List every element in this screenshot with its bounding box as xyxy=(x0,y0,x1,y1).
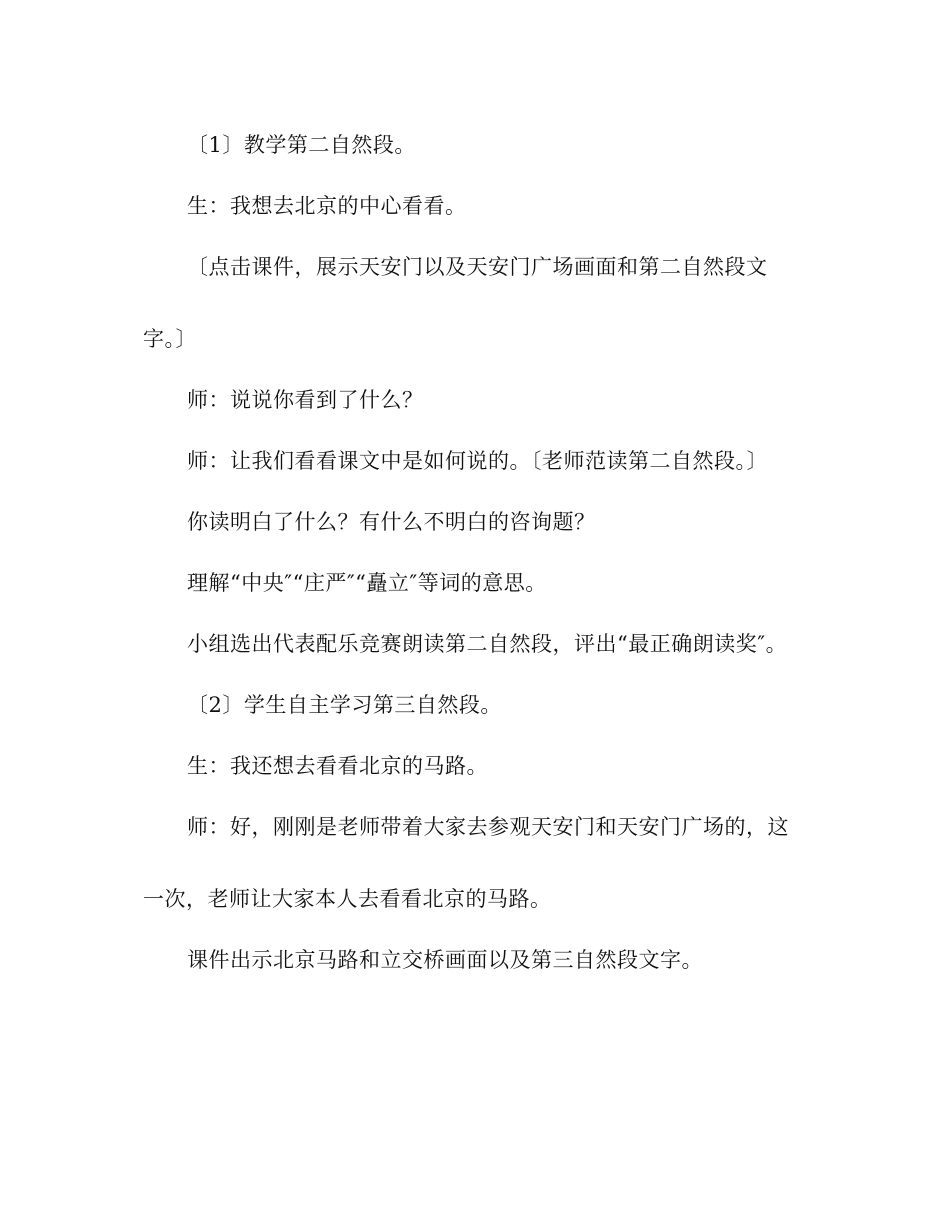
text-line: 一次，老师让大家本人去看看北京的马路。 xyxy=(143,887,552,911)
text-line: 〔点击课件，展示天安门以及天安门广场画面和第二自然段文 xyxy=(187,255,768,279)
text-line: 〔2〕学生自主学习第三自然段。 xyxy=(187,693,502,717)
text-line: 字。〕 xyxy=(143,327,197,351)
text-line: 〔1〕教学第二自然段。 xyxy=(187,133,416,157)
text-line: 师：好，刚刚是老师带着大家去参观天安门和天安门广场的，这 xyxy=(187,815,789,839)
text-line: 师：让我们看看课文中是如何说的。〔老师范读第二自然段。〕 xyxy=(187,449,768,473)
text-line: 你读明白了什么？有什么不明白的咨询题？ xyxy=(187,510,596,534)
text-line: 小组选出代表配乐竞赛朗读第二自然段，评出“最正确朗读奖″。 xyxy=(187,632,788,656)
text-line: 生：我想去北京的中心看看。 xyxy=(187,194,467,218)
text-line: 理解“中央″“庄严″“矗立″等词的意思。 xyxy=(187,571,547,595)
text-line: 师：说说你看到了什么？ xyxy=(187,388,424,412)
text-line: 生：我还想去看看北京的马路。 xyxy=(187,754,488,778)
text-line: 课件出示北京马路和立交桥画面以及第三自然段文字。 xyxy=(187,948,703,972)
